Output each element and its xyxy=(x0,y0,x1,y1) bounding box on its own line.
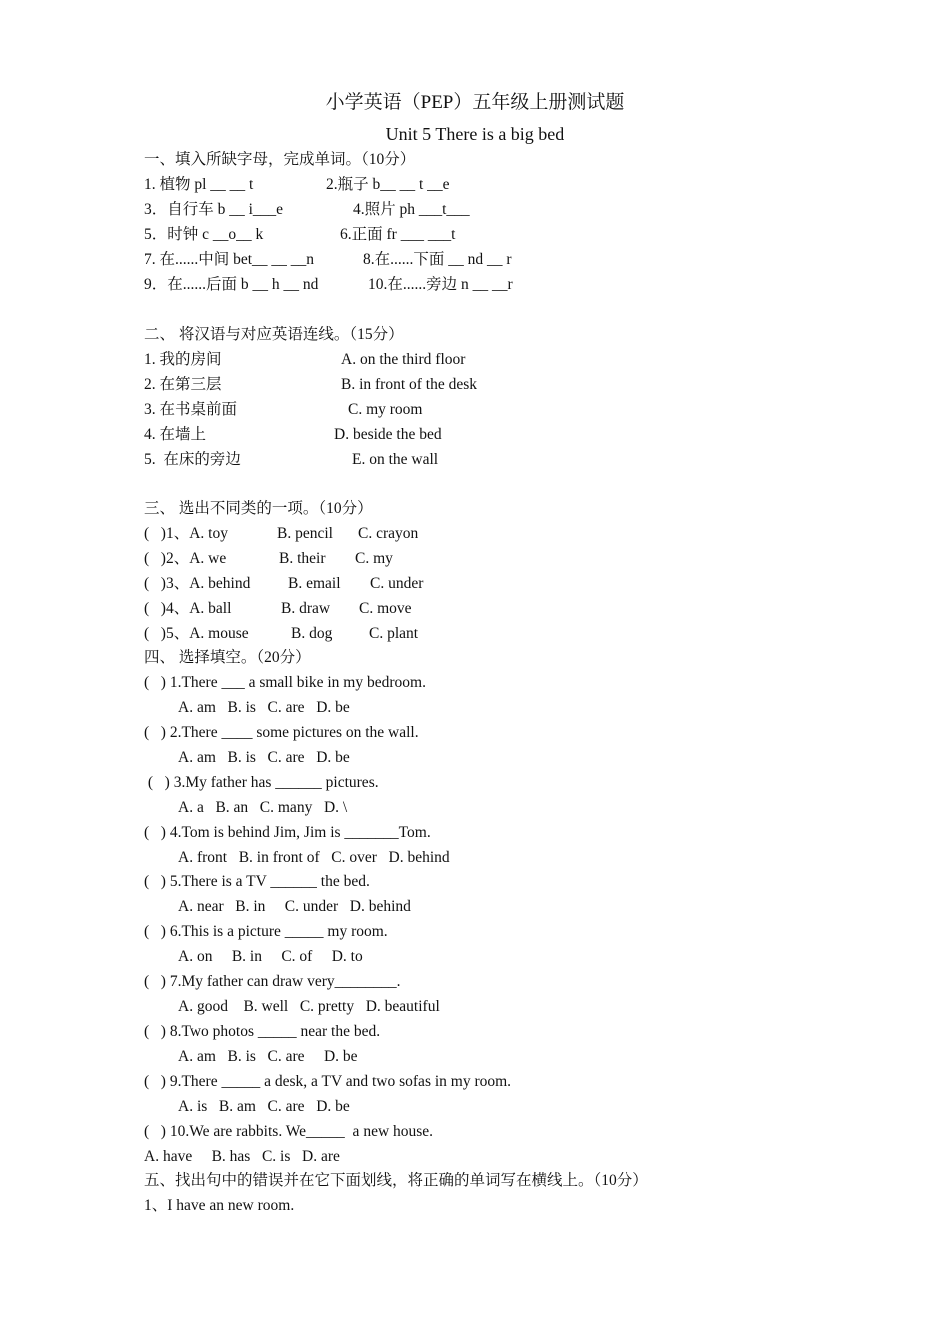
s3-option-a: ( )2、A. we xyxy=(144,550,227,567)
s3-option-b: B. pencil xyxy=(277,525,333,542)
s4-options: A. is B. am C. are D. be xyxy=(178,1098,350,1115)
section-4-heading: 四、 选择填空。（20分） xyxy=(144,649,311,666)
s4-options: A. near B. in C. under D. behind xyxy=(178,898,411,915)
unit-subtitle: Unit 5 There is a big bed xyxy=(385,124,565,144)
s4-question: ( ) 6.This is a picture _____ my room. xyxy=(144,923,388,940)
page-title: 小学英语（PEP）五年级上册测试题 xyxy=(325,92,625,113)
s3-option-c: C. under xyxy=(370,575,424,592)
s1-item: 6.正面 fr ___ ___t xyxy=(340,226,456,243)
s2-english: D. beside the bed xyxy=(334,426,442,443)
s3-option-c: C. crayon xyxy=(358,525,419,542)
s3-option-a: ( )4、A. ball xyxy=(144,600,232,617)
s2-chinese: 3. 在书桌前面 xyxy=(144,401,238,418)
s4-options: A. on B. in C. of D. to xyxy=(178,948,363,965)
s1-item: 8.在......下面 __ nd __ r xyxy=(363,251,512,268)
s3-option-b: B. email xyxy=(288,575,341,592)
s4-options: A. am B. is C. are D. be xyxy=(178,749,350,766)
s2-chinese: 2. 在第三层 xyxy=(144,376,222,393)
s3-option-c: C. plant xyxy=(369,625,419,642)
s4-question: ( ) 2.There ____ some pictures on the wall. xyxy=(144,724,419,741)
s2-chinese: 1. 我的房间 xyxy=(144,351,222,368)
s3-option-b: B. dog xyxy=(291,625,333,642)
s2-english: B. in front of the desk xyxy=(341,376,478,393)
s1-item: 9．在......后面 b __ h __ nd xyxy=(144,276,319,293)
section-5-heading: 五、找出句中的错误并在它下面划线，将正确的单词写在横线上。（10分） xyxy=(144,1172,648,1189)
s1-item: 5．时钟 c __o__ k xyxy=(144,226,264,243)
s4-options: A. good B. well C. pretty D. beautiful xyxy=(178,998,440,1015)
s2-chinese: 5. 在床的旁边 xyxy=(144,451,241,468)
s3-option-a: ( )3、A. behind xyxy=(144,575,251,592)
s4-options: A. am B. is C. are D. be xyxy=(178,699,350,716)
s4-question: ( ) 8.Two photos _____ near the bed. xyxy=(144,1023,381,1040)
s3-option-b: B. their xyxy=(279,550,326,567)
s2-chinese: 4. 在墙上 xyxy=(144,426,207,443)
section-3-heading: 三、 选出不同类的一项。（10分） xyxy=(144,500,373,517)
s4-question: ( ) 1.There ___ a small bike in my bedroom. xyxy=(144,674,426,691)
s4-question: ( ) 5.There is a TV ______ the bed. xyxy=(144,873,370,890)
s3-option-a: ( )1、A. toy xyxy=(144,525,228,542)
s4-options: A. a B. an C. many D. \ xyxy=(178,799,348,816)
s1-item: 4.照片 ph ___t___ xyxy=(353,201,470,218)
s1-item: 2.瓶子 b__ __ t __e xyxy=(326,176,450,193)
s3-option-b: B. draw xyxy=(281,600,331,617)
s2-english: A. on the third floor xyxy=(341,351,466,368)
s4-question: ( ) 7.My father can draw very________. xyxy=(144,973,401,990)
s1-item: 7. 在......中间 bet__ __ __n xyxy=(144,251,315,268)
s4-options: A. front B. in front of C. over D. behind xyxy=(178,849,450,866)
s4-question: ( ) 3.My father has ______ pictures. xyxy=(144,774,379,791)
s5-item: 1、I have an new room. xyxy=(144,1197,295,1214)
s4-question: ( ) 4.Tom is behind Jim, Jim is _______Tom. xyxy=(144,824,431,841)
s1-item: 1. 植物 pl __ __ t xyxy=(144,176,254,193)
section-2-heading: 二、 将汉语与对应英语连线。（15分） xyxy=(144,326,404,343)
s4-options: A. have B. has C. is D. are xyxy=(144,1148,340,1165)
s2-english: C. my room xyxy=(348,401,423,418)
s2-english: E. on the wall xyxy=(352,451,439,468)
s4-question: ( ) 10.We are rabbits. We_____ a new house. xyxy=(144,1123,434,1140)
s1-item: 3．自行车 b __ i___e xyxy=(144,201,284,218)
section-1-heading: 一、填入所缺字母，完成单词。（10分） xyxy=(144,151,416,168)
s3-option-a: ( )5、A. mouse xyxy=(144,625,249,642)
s3-option-c: C. my xyxy=(355,550,393,567)
s4-options: A. am B. is C. are D. be xyxy=(178,1048,358,1065)
s3-option-c: C. move xyxy=(359,600,412,617)
s1-item: 10.在......旁边 n __ __r xyxy=(368,276,513,293)
s4-question: ( ) 9.There _____ a desk, a TV and two sofas in my room. xyxy=(144,1073,512,1090)
